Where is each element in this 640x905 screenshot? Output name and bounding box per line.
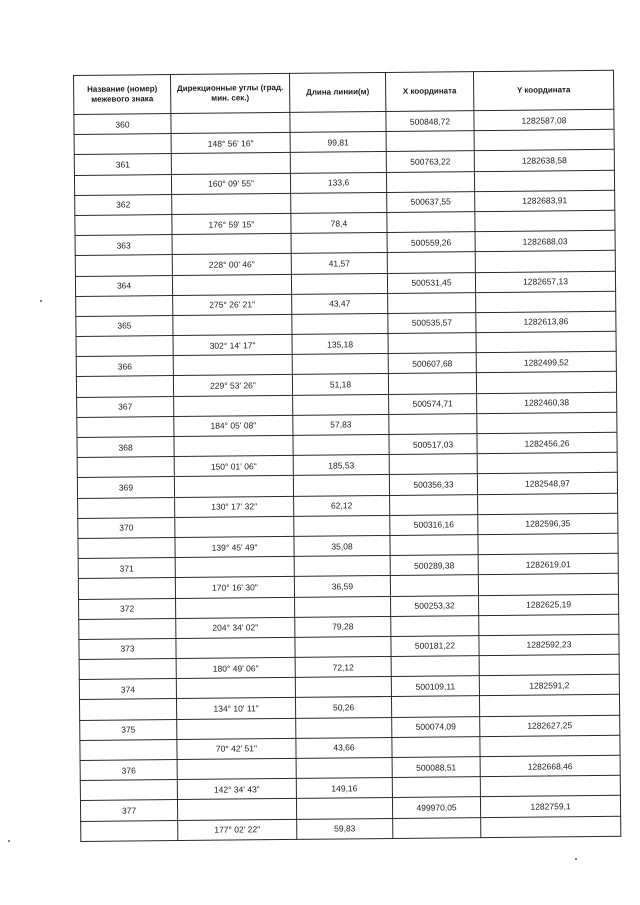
empty-cell <box>390 494 478 515</box>
table-body <box>74 109 621 841</box>
y-coordinate-cell: 1282591,2 <box>479 675 619 697</box>
empty-cell <box>171 153 290 174</box>
empty-cell <box>79 659 176 680</box>
y-coordinate-cell: 1282596,35 <box>478 513 618 535</box>
point-name-cell: 374 <box>79 679 176 700</box>
empty-cell <box>392 777 480 798</box>
x-coordinate-cell: 500088,51 <box>392 757 480 778</box>
empty-cell <box>172 234 291 255</box>
direction-angle-cell: 228° 00' 46" <box>172 254 291 275</box>
direction-angle-cell: 229° 53' 26" <box>173 375 292 396</box>
point-name-cell: 368 <box>77 437 174 458</box>
empty-cell <box>176 637 295 658</box>
empty-cell <box>295 596 391 617</box>
empty-cell <box>476 372 616 394</box>
empty-cell <box>475 210 615 232</box>
empty-cell <box>388 333 476 354</box>
empty-cell <box>390 575 478 596</box>
direction-angle-cell: 150° 01' 06" <box>174 456 293 477</box>
empty-cell <box>173 314 292 335</box>
empty-cell <box>293 394 389 415</box>
direction-angle-cell: 148° 56' 16" <box>171 133 290 154</box>
direction-angle-cell: 170° 16' 30" <box>175 577 294 598</box>
direction-angle-cell: 180° 49' 06" <box>176 657 295 678</box>
empty-cell <box>79 699 176 720</box>
empty-cell <box>479 614 619 636</box>
empty-cell <box>177 799 296 820</box>
empty-cell <box>393 817 481 838</box>
empty-cell <box>174 395 293 416</box>
x-coordinate-cell: 500848,72 <box>386 111 474 132</box>
empty-cell <box>292 354 388 375</box>
y-coordinate-cell: 1282548,97 <box>477 473 617 495</box>
empty-cell <box>386 171 474 192</box>
empty-cell <box>387 252 475 273</box>
direction-angle-cell: 142° 34' 43" <box>177 779 296 800</box>
empty-cell <box>296 717 392 738</box>
y-coordinate-cell: 1282456,26 <box>477 432 617 454</box>
point-name-cell: 360 <box>74 114 171 135</box>
coordinates-table-wrapper <box>73 70 620 835</box>
x-coordinate-cell: 500535,57 <box>388 313 476 334</box>
point-name-cell: 376 <box>80 760 177 781</box>
point-name-cell: 365 <box>76 315 173 336</box>
line-length-cell: 50,26 <box>295 697 391 718</box>
y-coordinate-cell: 1282460,38 <box>477 392 617 414</box>
empty-cell <box>296 757 392 778</box>
y-coordinate-cell: 1282627,25 <box>480 715 620 737</box>
empty-cell <box>175 516 294 537</box>
line-length-cell: 185,53 <box>293 455 389 476</box>
x-coordinate-cell: 500253,32 <box>391 595 479 616</box>
point-name-cell: 377 <box>80 800 177 821</box>
line-length-cell: 72,12 <box>295 657 391 678</box>
y-coordinate-cell: 1282499,52 <box>476 352 616 374</box>
x-coordinate-cell: 500637,55 <box>387 191 475 212</box>
empty-cell <box>80 780 177 801</box>
empty-cell <box>177 718 296 739</box>
empty-cell <box>76 336 173 357</box>
empty-cell <box>290 152 386 173</box>
y-coordinate-cell: 1282592,23 <box>479 634 619 656</box>
empty-cell <box>296 798 392 819</box>
empty-cell <box>293 434 389 455</box>
empty-cell <box>391 615 479 636</box>
empty-cell <box>391 656 479 677</box>
empty-cell <box>77 457 174 478</box>
point-name-cell: 369 <box>77 477 174 498</box>
empty-cell <box>290 111 386 132</box>
empty-cell <box>474 129 614 151</box>
direction-angle-cell: 130° 17' 32" <box>175 496 294 517</box>
header-direction-angle: Дирекционные углы (град. мин. сек.) <box>171 73 290 113</box>
empty-cell <box>79 618 176 639</box>
empty-cell <box>74 134 171 155</box>
direction-angle-cell: 204° 34' 02" <box>176 617 295 638</box>
y-coordinate-cell: 1282759,1 <box>480 796 620 818</box>
empty-cell <box>481 816 621 838</box>
direction-angle-cell: 176° 59' 15" <box>172 213 291 234</box>
x-coordinate-cell: 500181,22 <box>391 636 479 657</box>
empty-cell <box>175 557 294 578</box>
point-name-cell: 373 <box>79 638 176 659</box>
line-length-cell: 79,28 <box>295 616 391 637</box>
empty-cell <box>474 170 614 192</box>
empty-cell <box>475 251 615 273</box>
empty-cell <box>171 112 290 133</box>
empty-cell <box>294 515 390 536</box>
empty-cell <box>478 533 618 555</box>
x-coordinate-cell: 500109,11 <box>391 676 479 697</box>
empty-cell <box>81 820 178 841</box>
empty-cell <box>392 736 480 757</box>
y-coordinate-cell: 1282668,46 <box>480 755 620 777</box>
line-length-cell: 59,83 <box>297 818 393 839</box>
point-name-cell: 367 <box>77 396 174 417</box>
empty-cell <box>173 355 292 376</box>
empty-cell <box>391 696 479 717</box>
scan-speck <box>8 840 10 842</box>
point-name-cell: 371 <box>78 558 175 579</box>
direction-angle-cell: 184° 05' 08" <box>174 415 293 436</box>
scan-speck <box>575 858 577 860</box>
line-length-cell: 43,66 <box>296 737 392 758</box>
line-length-cell: 62,12 <box>294 495 390 516</box>
x-coordinate-cell: 500289,38 <box>390 555 478 576</box>
scan-speck <box>40 300 42 302</box>
empty-cell <box>477 452 617 474</box>
empty-cell <box>172 274 291 295</box>
y-coordinate-cell: 1282657,13 <box>475 271 615 293</box>
empty-cell <box>387 212 475 233</box>
empty-cell <box>476 291 616 313</box>
empty-cell <box>478 493 618 515</box>
line-length-cell: 51,18 <box>292 374 388 395</box>
empty-cell <box>176 678 295 699</box>
empty-cell <box>78 578 175 599</box>
x-coordinate-cell: 500559,26 <box>387 232 475 253</box>
line-length-cell: 35,08 <box>294 535 390 556</box>
header-y-coordinate: Y координата <box>473 70 613 110</box>
y-coordinate-cell: 1282587,08 <box>474 109 614 131</box>
direction-angle-cell: 177° 02' 22" <box>178 819 297 840</box>
direction-angle-cell: 139° 45' 49" <box>175 536 294 557</box>
point-name-cell: 361 <box>74 154 171 175</box>
point-name-cell: 364 <box>75 275 172 296</box>
empty-cell <box>77 416 174 437</box>
x-coordinate-cell: 500531,45 <box>387 272 475 293</box>
empty-cell <box>75 214 172 235</box>
y-coordinate-cell: 1282625,19 <box>479 594 619 616</box>
empty-cell <box>177 758 296 779</box>
point-name-cell: 370 <box>78 517 175 538</box>
empty-cell <box>293 475 389 496</box>
direction-angle-cell: 134° 10' 11" <box>176 698 295 719</box>
line-length-cell: 135,18 <box>292 334 388 355</box>
empty-cell <box>480 775 620 797</box>
empty-cell <box>76 376 173 397</box>
line-length-cell: 43,47 <box>292 293 388 314</box>
point-name-cell: 366 <box>76 356 173 377</box>
empty-cell <box>291 273 387 294</box>
y-coordinate-cell: 1282613,86 <box>476 311 616 333</box>
empty-cell <box>478 574 618 596</box>
empty-cell <box>174 476 293 497</box>
empty-cell <box>479 654 619 676</box>
coordinates-table <box>73 70 621 842</box>
empty-cell <box>477 412 617 434</box>
x-coordinate-cell: 500316,16 <box>390 514 478 535</box>
x-coordinate-cell: 500074,09 <box>392 716 480 737</box>
header-point-name: Название (номер) межевого знака <box>74 75 171 115</box>
empty-cell <box>480 735 620 757</box>
line-length-cell: 149,16 <box>296 778 392 799</box>
x-coordinate-cell: 500356,33 <box>389 474 477 495</box>
y-coordinate-cell: 1282638,58 <box>474 150 614 172</box>
direction-angle-cell: 275° 26' 21" <box>173 294 292 315</box>
point-name-cell: 362 <box>75 194 172 215</box>
point-name-cell: 363 <box>75 235 172 256</box>
line-length-cell: 41,57 <box>291 253 387 274</box>
table-row-segment <box>81 816 621 841</box>
empty-cell <box>74 174 171 195</box>
y-coordinate-cell: 1282683,91 <box>475 190 615 212</box>
empty-cell <box>476 331 616 353</box>
empty-cell <box>389 413 477 434</box>
empty-cell <box>292 313 388 334</box>
y-coordinate-cell: 1282688,03 <box>475 230 615 252</box>
x-coordinate-cell: 500607,68 <box>388 353 476 374</box>
line-length-cell: 133,6 <box>290 172 386 193</box>
x-coordinate-cell: 500763,22 <box>386 151 474 172</box>
x-coordinate-cell: 500574,71 <box>389 393 477 414</box>
empty-cell <box>80 739 177 760</box>
empty-cell <box>388 373 476 394</box>
x-coordinate-cell: 500517,03 <box>389 434 477 455</box>
empty-cell <box>76 295 173 316</box>
line-length-cell: 57,83 <box>293 414 389 435</box>
empty-cell <box>176 597 295 618</box>
empty-cell <box>390 535 478 556</box>
empty-cell <box>295 636 391 657</box>
point-name-cell: 375 <box>80 719 177 740</box>
y-coordinate-cell: 1282619,01 <box>478 553 618 575</box>
direction-angle-cell: 302° 14' 17" <box>173 334 292 355</box>
empty-cell <box>78 537 175 558</box>
line-length-cell: 99,81 <box>290 132 386 153</box>
empty-cell <box>389 454 477 475</box>
empty-cell <box>172 193 291 214</box>
line-length-cell: 78,4 <box>291 212 387 233</box>
empty-cell <box>174 435 293 456</box>
header-line-length: Длина линии(м) <box>289 73 385 113</box>
empty-cell <box>291 233 387 254</box>
empty-cell <box>386 131 474 152</box>
empty-cell <box>78 497 175 518</box>
table-header-row <box>74 70 614 114</box>
line-length-cell: 36,59 <box>294 576 390 597</box>
x-coordinate-cell: 499970,05 <box>392 797 480 818</box>
empty-cell <box>294 556 390 577</box>
empty-cell <box>295 677 391 698</box>
point-name-cell: 372 <box>79 598 176 619</box>
header-x-coordinate: X координата <box>385 72 473 112</box>
direction-angle-cell: 160° 09' 55" <box>171 173 290 194</box>
empty-cell <box>291 192 387 213</box>
empty-cell <box>75 255 172 276</box>
direction-angle-cell: 70° 42' 51" <box>177 738 296 759</box>
empty-cell <box>479 695 619 717</box>
empty-cell <box>388 292 476 313</box>
